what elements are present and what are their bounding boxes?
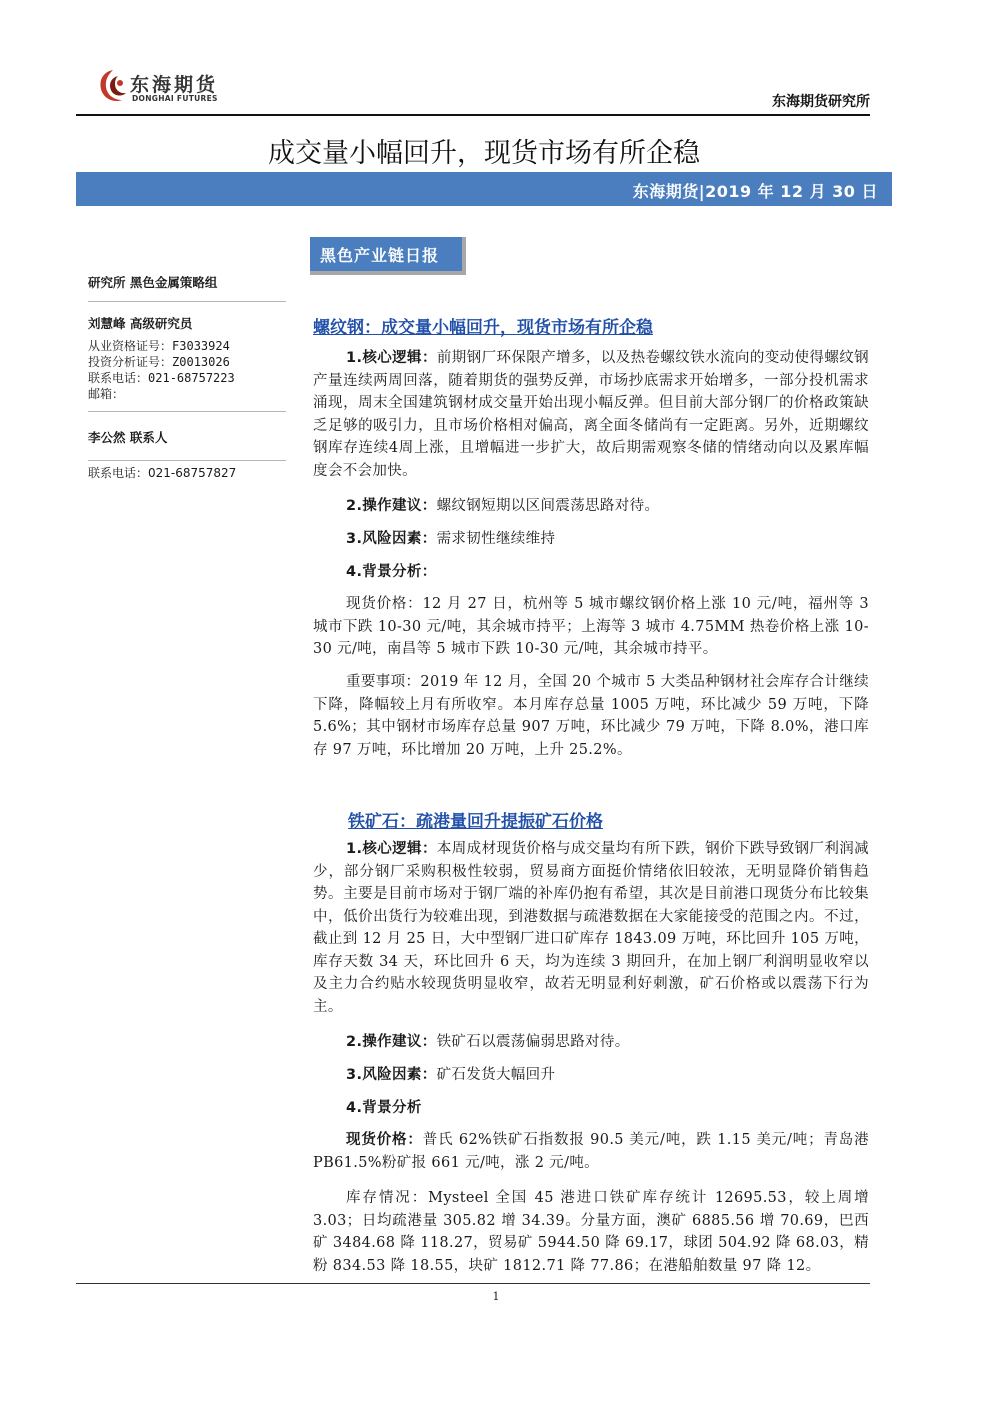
ore-core-logic: 1.核心逻辑：本周成材现货价格与成交量均有所下跌，钢价下跌导致钢厂利润减少，部分钢厂采购积极性较弱，贸易商方面挺价情绪依旧较浓，无明显降价销售趋势。主要是目前市场对于钢厂端的补库仍抱有希望，其次是目前港口现货分布比较集中，低价出货行为较难出现，到港数据与疏港数据在大家能接受的范围之内。不过，截止到 12 月 25 日，大中型钢厂进口矿库存 1843.09 万吨，环比回升 105 万吨，库存天数 34 天，环比回升 6 天，均为连续 3 期回升，在加上钢厂利润明显收窄以及主力合约贴水较现货明显收窄，故若无明显利好刺激，矿石价格或以震荡下行为主。 [313,841,869,1015]
ore-spot-price: 现货价格：普氏 62%铁矿石指数报 90.5 美元/吨，跌 1.15 美元/吨；青岛港 PB61.5%粉矿报 661 元/吨，涨 2 元/吨。 [313,1132,870,1171]
ore-bg-label: 4.背景分析 [346,1100,422,1116]
rebar-risk: 3.风险因素：需求韧性继续维持 [346,531,556,547]
logo-en-text: DONGHAI FUTURES [132,94,218,103]
ore-section-title: 铁矿石：疏港量回升提振矿石价格 [348,812,603,832]
sidebar-phone2: 联系电话：021-68757827 [88,466,237,480]
footer-rule [76,1283,870,1284]
wave-logo-icon [96,66,130,106]
sidebar-divider [88,411,286,412]
rebar-advice: 2.操作建议：螺纹钢短期以区间震荡思路对待。 [346,498,660,514]
ore-advice: 2.操作建议：铁矿石以震荡偏弱思路对待。 [346,1034,630,1050]
report-type-label: 黑色产业链日报 [320,246,440,265]
sidebar-divider [88,301,286,302]
sidebar-dept: 研究所 黑色金属策略组 [88,275,218,290]
rebar-bg-label: 4.背景分析： [346,564,437,580]
rebar-core-logic: 1.核心逻辑：前期钢厂环保限产增多，以及热卷螺纹铁水流向的变动使得螺纹钢产量连续两周回落，随着期货的强势反弹，市场抄底需求开始增多，一部分投机需求涌现，周末全国建筑钢材成交量开始出现小幅反弹。但目前大部分钢厂的价格政策缺乏足够的吸引力，且市场价格相对偏高，离全面冬储尚有一定距离。另外，近期螺纹钢库存连续4周上涨，且增幅进一步扩大，故后期需观察冬储的情绪动向以及累库幅度会不会加快。 [313,350,869,479]
date-bar [76,172,892,206]
date-text: 东海期货|2019 年 12 月 30 日 [632,182,878,201]
sidebar-analyst2: 李公然 联系人 [88,430,168,445]
rebar-section-title: 螺纹钢：成交量小幅回升，现货市场有所企稳 [313,318,653,338]
institute-name: 东海期货研究所 [772,94,870,110]
ore-risk: 3.风险因素：矿石发货大幅回升 [346,1067,556,1083]
logo-cn-text: 东海期货 [130,74,219,96]
sidebar-line: 投资分析证号：Z0013026 [88,355,230,369]
ore-inventory: 库存情况：Mysteel 全国 45 港进口铁矿库存统计 12695.53，较上周增 3.03；日均疏港量 305.82 增 34.39。分量方面，澳矿 6885.56 增 70.69，巴西矿 3484.68 降 118.27，贸易矿 5944.50 降 69.17，球团 504.92 降 68.03，精粉 834.53 降 18.55，块矿 1812.71 降 77.86；在港船舶数量 97 降 12。 [313,1190,869,1274]
page-number: 1 [492,1290,500,1303]
rebar-spot-price: 现货价格：12 月 27 日，杭州等 5 城市螺纹钢价格上涨 10 元/吨，福州等 3 城市下跌 10-30 元/吨，其余城市持平；上海等 3 城市 4.75MM 热卷价格上涨 10-30 元/吨，南昌等 5 城市下跌 10-30 元/吨，其余城市持平。 [313,596,869,657]
report-type-tag [310,237,466,275]
sidebar-line: 邮箱： [88,387,125,401]
sidebar-contact-block [88,338,286,402]
page-title: 成交量小幅回升，现货市场有所企稳 [268,138,700,169]
sidebar-analyst1: 刘慧峰 高级研究员 [88,316,193,331]
company-logo [96,66,236,110]
sidebar-divider [88,460,286,461]
rebar-important-events: 重要事项：2019 年 12 月，全国 20 个城市 5 大类品种钢材社会库存合计继续下降，降幅较上月有所收窄。本月库存总量 1005 万吨，环比减少 59 万吨，下降 5.6%；其中钢材市场库存总量 907 万吨，环比减少 79 万吨，下降 8.0%，港口库存 97 万吨，环比增加 20 万吨，上升 25.2%。 [313,674,869,758]
header-rule [76,114,870,116]
sidebar-line: 从业资格证号：F3033924 [88,339,230,353]
sidebar-line: 联系电话：021-68757223 [88,371,235,385]
